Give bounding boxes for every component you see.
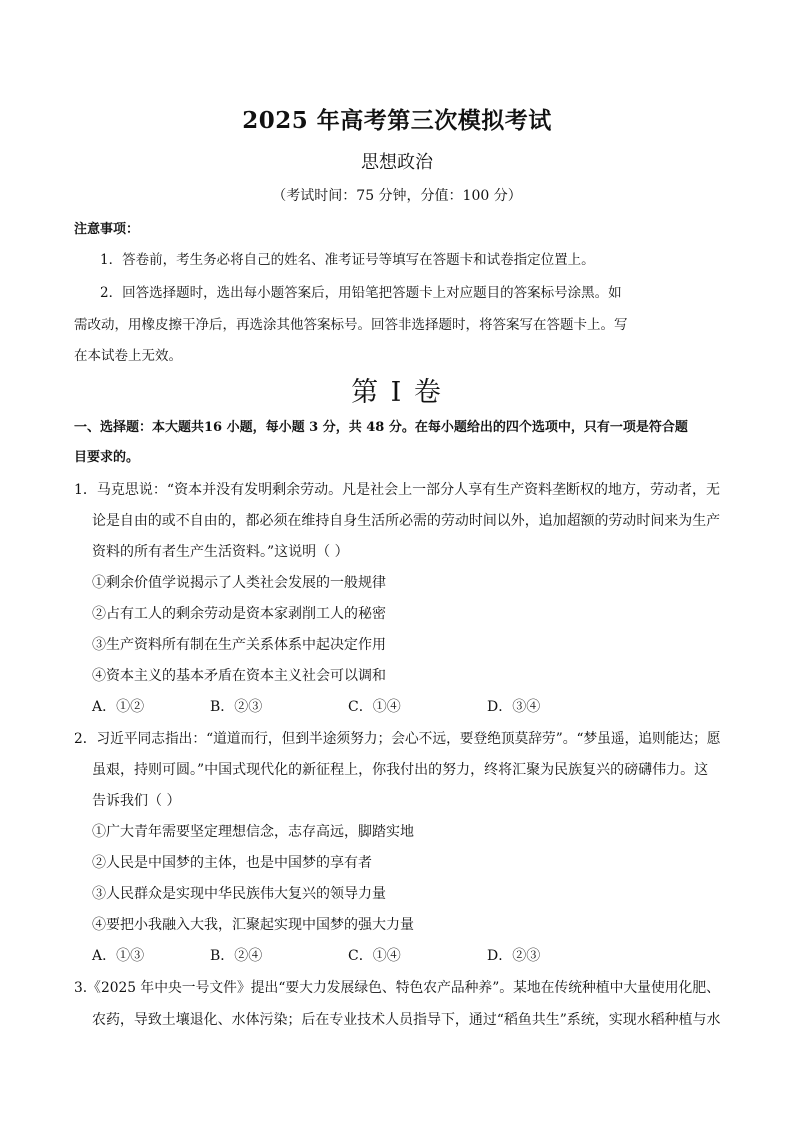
- question-1-option: ①剩余价值学说揭示了人类社会发展的一般规律: [92, 575, 386, 591]
- question-1-choice-b: B．②③: [210, 699, 263, 715]
- question-2-text: 告诉我们（ ）: [92, 793, 181, 809]
- question-2-option: ④要把小我融入大我，汇聚起实现中国梦的强大力量: [92, 917, 414, 933]
- question-2-option: ②人民是中国梦的主体，也是中国梦的享有者: [92, 855, 372, 871]
- question-1-option: ③生产资料所有制在生产关系体系中起决定作用: [92, 637, 386, 653]
- section-heading: 一、选择题：本大题共16 小题，每小题 3 分，共 48 分。在每小题给出的四个选项中，只有一项是符合题: [74, 420, 688, 435]
- exam-title: 2025 年高考第三次模拟考试: [242, 107, 552, 134]
- question-1-text: 论是自由的或不自由的，都必须在维持自身生活所必需的劳动时间以外，追加超额的劳动时间来为生产: [92, 513, 721, 529]
- question-2-choice-c: C．①④: [348, 948, 401, 964]
- note-item: 2．回答选择题时，选出每小题答案后，用铅笔把答题卡上对应题目的答案标号涂黑。如: [100, 285, 622, 301]
- question-1-text: 1．马克思说：“资本并没有发明剩余劳动。凡是社会上一部分人享有生产资料垄断权的地方，劳动者，无: [74, 482, 721, 498]
- question-1-text: 资料的所有者生产生活资料。”这说明（ ）: [92, 544, 349, 560]
- exam-info: （考试时间：75 分钟，分值：100 分）: [272, 188, 522, 204]
- note-item: 需改动，用橡皮擦干净后，再选涂其他答案标号。回答非选择题时，将答案写在答题卡上。写: [74, 317, 628, 333]
- question-1-choice-a: A．①②: [92, 699, 145, 715]
- question-3-text: 农药，导致土壤退化、水体污染；后在专业技术人员指导下，通过“稻鱼共生”系统，实现水稻种植与水: [92, 1012, 721, 1028]
- question-2-choice-a: A．①③: [92, 948, 145, 964]
- question-1-choice-c: C．①④: [348, 699, 401, 715]
- part-title: 第 I 卷: [351, 377, 443, 408]
- note-item: 1．答卷前，考生务必将自己的姓名、准考证号等填写在答题卡和试卷指定位置上。: [100, 252, 595, 268]
- exam-subject: 思想政治: [361, 152, 433, 173]
- question-2-choice-b: B．②④: [210, 948, 263, 964]
- question-2-text: 2．习近平同志指出：“道道而行，但到半途须努力；会心不远，要登绝顶莫辞劳”。“梦虽遥，追则能达；愿: [74, 731, 721, 747]
- section-heading-cont: 目要求的。: [74, 450, 140, 465]
- question-2-choice-d: D．②③: [487, 948, 541, 964]
- question-1-choice-d: D．③④: [487, 699, 541, 715]
- question-1-option: ②占有工人的剩余劳动是资本家剥削工人的秘密: [92, 606, 386, 622]
- question-2-option: ①广大青年需要坚定理想信念，志存高远，脚踏实地: [92, 824, 414, 840]
- question-2-text: 虽艰，持则可圆。”中国式现代化的新征程上，你我付出的努力，终将汇聚为民族复兴的磅礴伟力。这: [92, 762, 709, 778]
- note-item: 在本试卷上无效。: [74, 348, 182, 364]
- question-1-option: ④资本主义的基本矛盾在资本主义社会可以调和: [92, 668, 386, 684]
- notes-heading: 注意事项：: [74, 222, 140, 237]
- question-2-option: ③人民群众是实现中华民族伟大复兴的领导力量: [92, 886, 386, 902]
- question-3-text: 3.《2025 年中央一号文件》提出“要大力发展绿色、特色农产品种养”。某地在传统种植中大量使用化肥、: [74, 980, 720, 996]
